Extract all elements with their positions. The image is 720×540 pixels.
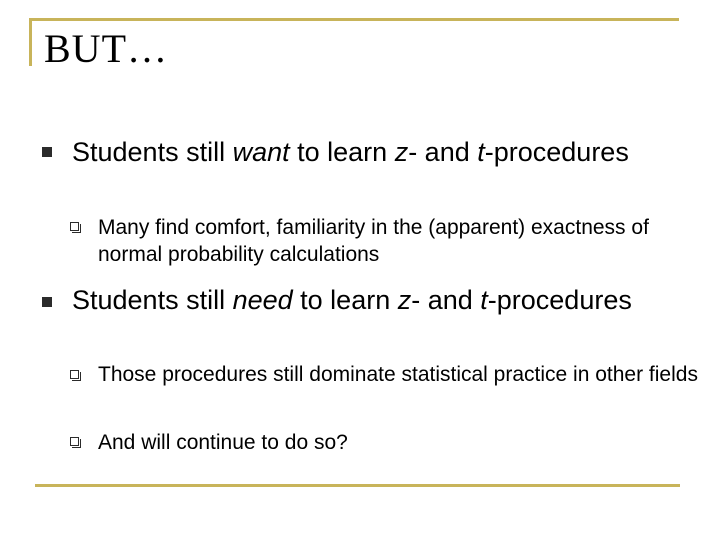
bullet-1-t: t [477,137,485,167]
hollow-square-bullet-icon [70,370,79,379]
bullet-1-emphasis: want [232,137,290,167]
title-frame-vertical-rule [29,18,32,66]
bullet-2-and: - and [411,285,481,315]
bullet-2-suffix: -procedures [487,285,632,315]
bullet-1-prefix: Students still [72,137,233,167]
bullet-2-z: z [397,285,412,315]
square-bullet-icon [42,147,52,157]
square-bullet-icon [42,297,52,307]
bullet-1-middle: to learn [289,137,395,167]
bullet-1-suffix: -procedures [484,137,629,167]
bullet-1-text [72,136,632,168]
bullet-2-text [72,284,632,316]
bullet-1-subitem-1: Many find comfort, familiarity in the (apparent) exactness of normal probability calculations [98,216,649,266]
bullet-1-z: z [394,137,409,167]
bullet-2-subitem-1: Those procedures still dominate statistical practice in other fields [98,363,698,386]
hollow-square-bullet-icon [70,222,79,231]
bullet-2-prefix: Students still [72,285,233,315]
bullet-2-subitem-2: And will continue to do so? [98,431,348,454]
bullet-2-t: t [480,285,488,315]
footer-rule [35,484,680,487]
slide-title: BUT… [44,26,168,71]
bullet-1-and: - and [408,137,478,167]
title-frame-horizontal-rule [29,18,679,21]
hollow-square-bullet-icon [70,437,79,446]
bullet-2-emphasis: need [232,285,293,315]
bullet-2-middle: to learn [292,285,398,315]
